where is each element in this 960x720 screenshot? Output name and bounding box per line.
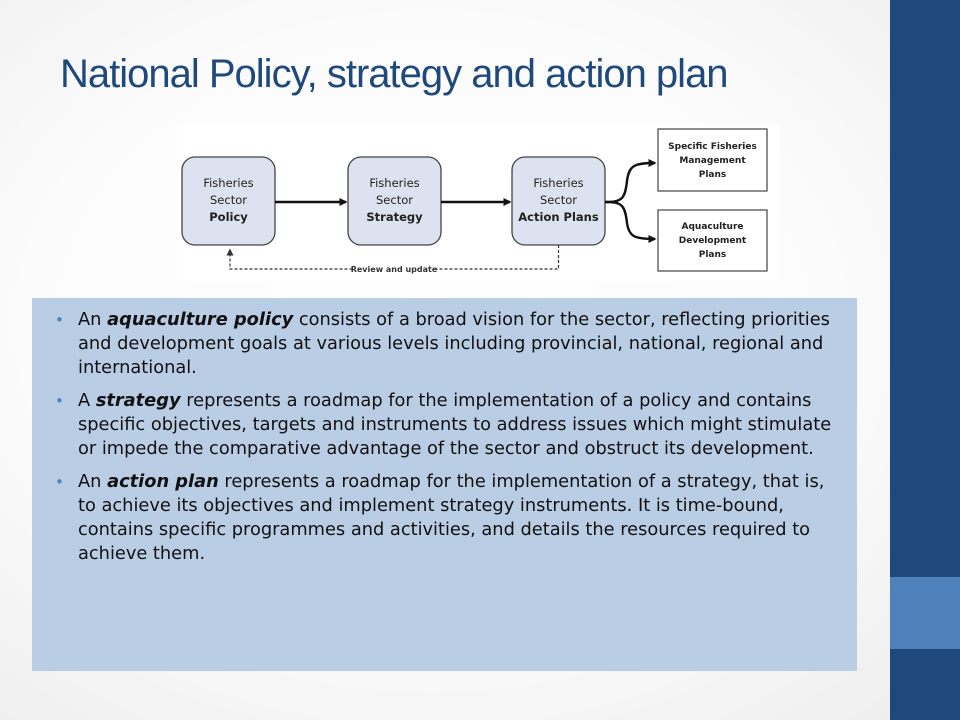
- bullet-marker: •: [55, 392, 64, 410]
- bullet-text-after: represents a roadmap for the implementation of a strategy, that is, to achieve its objectives and implement strategy instruments. It is time-bound, contains specific programmes and activities, and details the resources required to achieve them.: [78, 471, 825, 564]
- arrow-to-development-plans: [605, 202, 655, 239]
- bullet-strategy: [55, 389, 837, 461]
- bullet-text-after: consists of a broad vision for the sector, reflecting priorities and development goals at various levels including provincial, national, regional and international.: [78, 309, 830, 378]
- output-management-plans-line1: Specific Fisheries: [668, 142, 757, 152]
- policy-flow-svg: [177, 123, 780, 281]
- bullet-list: [32, 298, 857, 566]
- node-strategy-line2: Sector: [376, 193, 413, 207]
- bullet-text-after: represents a roadmap for the implementation of a policy and contains specific objectives, targets and instruments to address issues which might stimulate or impede the comparative advantage of the sector and obstruct its development.: [78, 390, 832, 459]
- bullet-action-plan: [55, 470, 837, 566]
- slide-title: National Policy, strategy and action plan: [60, 52, 728, 96]
- content-box: [32, 298, 857, 671]
- node-policy-line1: Fisheries: [203, 176, 254, 190]
- node-policy: [182, 157, 275, 245]
- node-policy-line2: Sector: [210, 193, 247, 207]
- bullet-marker: •: [55, 473, 64, 491]
- node-action-plans-line1: Fisheries: [533, 176, 584, 190]
- output-development-plans-line3: Plans: [698, 250, 727, 260]
- node-action-plans: [512, 157, 605, 245]
- feedback-label: Review and update: [350, 265, 438, 274]
- side-bar-accent: [890, 577, 960, 649]
- bullet-aquaculture-policy: [55, 308, 837, 380]
- node-action-plans-line3: Action Plans: [518, 210, 599, 224]
- bullet-text-before: An: [78, 471, 108, 492]
- arrow-to-management-plans: [605, 163, 655, 202]
- bullet-term: strategy: [95, 390, 181, 411]
- bullet-marker: •: [55, 311, 64, 329]
- output-development-plans-line1: Aquaculture: [681, 222, 744, 232]
- bullet-term: aquaculture policy: [107, 309, 294, 330]
- node-policy-line3: Policy: [209, 210, 248, 224]
- bullet-term: action plan: [107, 471, 219, 492]
- node-strategy-line1: Fisheries: [369, 176, 420, 190]
- bullet-text-before: A: [78, 390, 96, 411]
- node-action-plans-line2: Sector: [540, 193, 577, 207]
- output-management-plans: [658, 129, 767, 191]
- node-strategy: [348, 157, 441, 245]
- bullet-text-before: An: [78, 309, 108, 330]
- output-management-plans-line2: Management: [679, 156, 746, 166]
- output-development-plans-line2: Development: [678, 236, 747, 246]
- output-management-plans-line3: Plans: [698, 170, 727, 180]
- node-strategy-line3: Strategy: [366, 210, 423, 224]
- policy-flow-diagram: [177, 123, 780, 281]
- output-development-plans: [658, 210, 767, 271]
